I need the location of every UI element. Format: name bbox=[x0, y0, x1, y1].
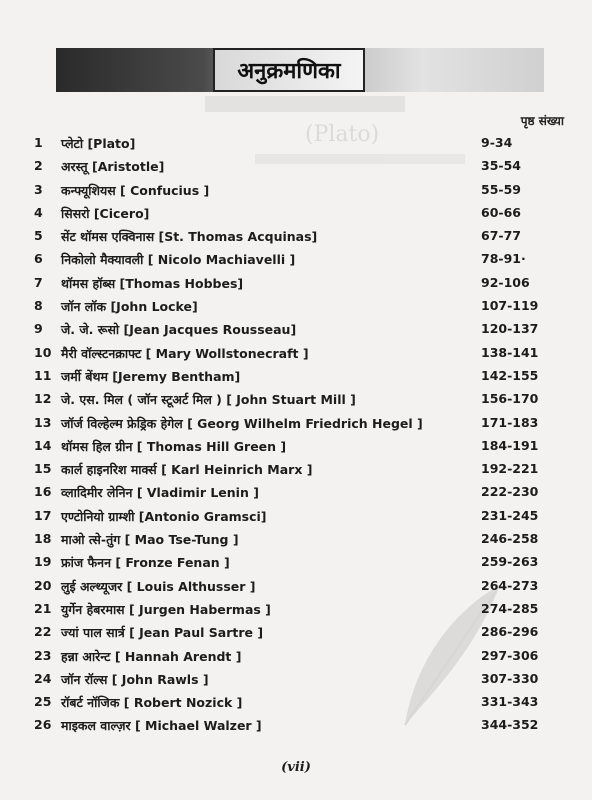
entry-title: सेंट थॉमस एक्विनास [St. Thomas Acquinas] bbox=[61, 229, 318, 245]
entry-pages: 142-155 bbox=[481, 367, 539, 383]
entry-number: 8 bbox=[34, 298, 43, 314]
entry-number: 17 bbox=[34, 507, 52, 523]
entry-pages: 331-343 bbox=[481, 694, 539, 710]
entry-number: 3 bbox=[34, 181, 43, 197]
toc-entry bbox=[0, 248, 592, 271]
toc-entry bbox=[0, 179, 592, 202]
entry-title: निकोलो मैक्यावली [ Nicolo Machiavelli ] bbox=[61, 252, 296, 268]
toc-entry bbox=[0, 202, 592, 225]
entry-title: युर्गेन हेबरमास [ Jurgen Habermas ] bbox=[61, 601, 271, 617]
entry-title: ज्यां पाल सार्त्र [ Jean Paul Sartre ] bbox=[61, 625, 264, 641]
entry-pages: 120-137 bbox=[481, 321, 539, 337]
table-of-contents bbox=[0, 132, 592, 738]
entry-title: जे. जे. रूसो [Jean Jacques Rousseau] bbox=[61, 322, 297, 338]
toc-entry bbox=[0, 412, 592, 435]
entry-number: 7 bbox=[34, 274, 43, 290]
entry-pages: 184-191 bbox=[481, 437, 539, 453]
entry-title: फ्रांज फैनन [ Fronze Fenan ] bbox=[61, 555, 230, 571]
entry-number: 10 bbox=[34, 344, 52, 360]
toc-entry bbox=[0, 645, 592, 668]
entry-title: जॉन रॉल्स [ John Rawls ] bbox=[61, 671, 209, 687]
toc-entry bbox=[0, 435, 592, 458]
entry-pages: 274-285 bbox=[481, 600, 539, 616]
toc-entry bbox=[0, 155, 592, 178]
toc-entry bbox=[0, 714, 592, 737]
entry-title: थॉमस हॉब्स [Thomas Hobbes] bbox=[61, 275, 244, 291]
entry-pages: 67-77 bbox=[481, 228, 521, 244]
entry-title: अरस्तू [Aristotle] bbox=[61, 159, 165, 175]
entry-number: 23 bbox=[34, 647, 52, 663]
entry-number: 21 bbox=[34, 600, 52, 616]
entry-title: रॉबर्ट नॉजिक [ Robert Nozick ] bbox=[61, 695, 243, 711]
entry-pages: 78-91· bbox=[481, 251, 526, 267]
entry-number: 5 bbox=[34, 228, 43, 244]
toc-entry bbox=[0, 621, 592, 644]
entry-number: 4 bbox=[34, 204, 43, 220]
entry-title: थॉमस हिल ग्रीन [ Thomas Hill Green ] bbox=[61, 438, 287, 454]
toc-entry bbox=[0, 668, 592, 691]
toc-entry bbox=[0, 318, 592, 341]
entry-pages: 138-141 bbox=[481, 344, 539, 360]
entry-number: 25 bbox=[34, 694, 52, 710]
entry-number: 11 bbox=[34, 367, 52, 383]
entry-pages: 264-273 bbox=[481, 577, 539, 593]
entry-title: जॉर्ज विल्हेल्म फ्रेड्रिक हेगेल [ Georg Wilhelm Friedrich Hegel ] bbox=[61, 415, 423, 431]
entry-title: एण्टोनियो ग्राम्शी [Antonio Gramsci] bbox=[61, 508, 267, 524]
entry-pages: 92-106 bbox=[481, 274, 530, 290]
toc-entry bbox=[0, 388, 592, 411]
entry-number: 1 bbox=[34, 135, 43, 150]
entry-number: 16 bbox=[34, 484, 52, 500]
entry-pages: 156-170 bbox=[481, 391, 539, 407]
toc-entry bbox=[0, 691, 592, 714]
entry-pages: 246-258 bbox=[481, 531, 539, 547]
toc-entry bbox=[0, 505, 592, 528]
entry-number: 18 bbox=[34, 531, 52, 547]
entry-title: जर्मी बेंथम [Jeremy Bentham] bbox=[61, 368, 241, 384]
entry-number: 2 bbox=[34, 158, 43, 174]
entry-title: लुई अल्थ्यूजर [ Louis Althusser ] bbox=[61, 578, 256, 594]
entry-number: 20 bbox=[34, 577, 52, 593]
entry-title: मैरी वॉल्स्टनक्राफ्ट [ Mary Wollstonecraft ] bbox=[61, 345, 309, 361]
entry-pages: 107-119 bbox=[481, 298, 539, 314]
entry-title: माइकल वाल्ज़र [ Michael Walzer ] bbox=[61, 718, 262, 734]
entry-number: 24 bbox=[34, 670, 52, 686]
entry-title: कन्फ्यूशियस [ Confucius ] bbox=[61, 182, 210, 198]
entry-number: 26 bbox=[34, 717, 52, 733]
entry-pages: 259-263 bbox=[481, 554, 539, 570]
entry-number: 22 bbox=[34, 624, 52, 640]
entry-title: जे. एस. मिल ( जॉन स्टूअर्ट मिल ) [ John Stuart Mill ] bbox=[61, 392, 356, 408]
entry-pages: 55-59 bbox=[481, 181, 521, 197]
toc-entry bbox=[0, 342, 592, 365]
entry-title: माओ त्से-तुंग [ Mao Tse-Tung ] bbox=[61, 532, 239, 548]
toc-entry bbox=[0, 458, 592, 481]
page-title: अनुक्रमणिका bbox=[213, 48, 365, 92]
entry-number: 12 bbox=[34, 391, 52, 407]
toc-entry bbox=[0, 598, 592, 621]
page-folio: (vii) bbox=[281, 760, 311, 775]
entry-pages: 286-296 bbox=[481, 624, 539, 640]
entry-pages: 307-330 bbox=[481, 670, 539, 686]
toc-entry bbox=[0, 272, 592, 295]
entry-title: व्लादिमीर लेनिन [ Vladimir Lenin ] bbox=[61, 485, 259, 501]
page-number-column-label: पृष्ठ संख्या bbox=[520, 114, 564, 128]
entry-title: कार्ल हाइनरिश मार्क्स [ Karl Heinrich Marx ] bbox=[61, 462, 313, 478]
entry-title: सिसरो [Cicero] bbox=[61, 205, 150, 221]
toc-entry bbox=[0, 481, 592, 504]
toc-entry bbox=[0, 528, 592, 551]
entry-number: 13 bbox=[34, 414, 52, 430]
entry-pages: 9-34 bbox=[481, 135, 513, 150]
entry-pages: 231-245 bbox=[481, 507, 539, 523]
entry-number: 19 bbox=[34, 554, 52, 570]
entry-title: प्लेटो [Plato] bbox=[61, 136, 136, 151]
entry-title: जॉन लॉक [John Locke] bbox=[61, 299, 198, 315]
toc-entry bbox=[0, 132, 592, 155]
entry-pages: 171-183 bbox=[481, 414, 539, 430]
entry-number: 15 bbox=[34, 461, 52, 477]
toc-entry bbox=[0, 365, 592, 388]
bleed-through-background: (Plato) bbox=[185, 96, 485, 206]
entry-pages: 297-306 bbox=[481, 647, 539, 663]
entry-number: 14 bbox=[34, 437, 52, 453]
toc-entry bbox=[0, 295, 592, 318]
entry-number: 9 bbox=[34, 321, 43, 337]
toc-entry bbox=[0, 225, 592, 248]
entry-pages: 222-230 bbox=[481, 484, 539, 500]
entry-pages: 60-66 bbox=[481, 204, 521, 220]
toc-entry bbox=[0, 575, 592, 598]
entry-pages: 192-221 bbox=[481, 461, 539, 477]
entry-pages: 35-54 bbox=[481, 158, 521, 174]
entry-number: 6 bbox=[34, 251, 43, 267]
entry-pages: 344-352 bbox=[481, 717, 539, 733]
toc-entry bbox=[0, 551, 592, 574]
entry-title: हन्ना आरेन्ट [ Hannah Arendt ] bbox=[61, 648, 242, 664]
